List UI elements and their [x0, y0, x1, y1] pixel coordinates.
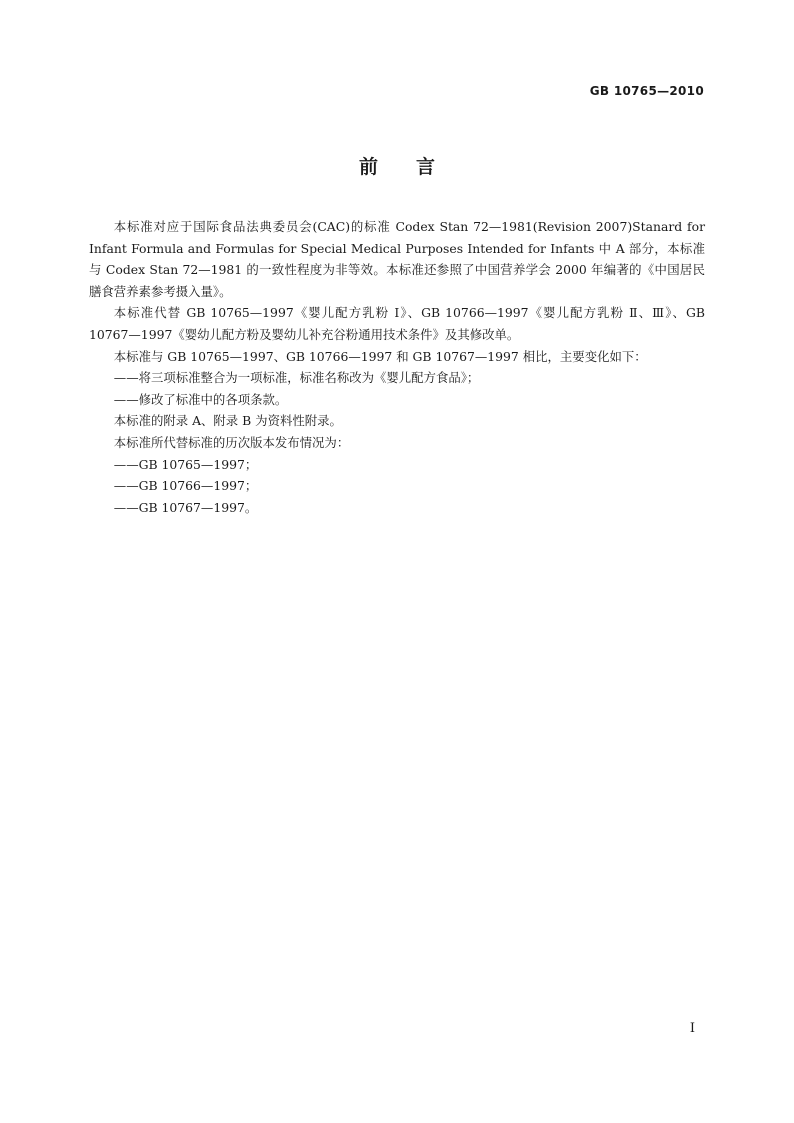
list-item-history-1: ——GB 10765—1997；	[113, 456, 258, 472]
paragraph-changes-intro: 本标准与 GB 10765—1997、GB 10766—1997 和 GB 10767—1997 相比，主要变化如下：	[113, 348, 647, 364]
list-item-history-3: ——GB 10767—1997。	[113, 499, 258, 515]
foreword-body	[89, 216, 705, 518]
paragraph-replaces: 本标准代替 GB 10765—1997《婴儿配方乳粉 Ⅰ》、GB 10766—1997《婴儿配方乳粉 Ⅱ、Ⅲ》、GB 10767—1997《婴幼儿配方粉及婴幼儿补充谷粉通用技术条件》及其修改单。	[89, 305, 705, 342]
paragraph-correspondence: 本标准对应于国际食品法典委员会(CAC)的标准 Codex Stan 72—1981(Revision 2007)Stanard for Infant Formula and Formulas for Special Medical Purposes Intended for Infants 中 A 部分，本标准与 Codex Stan 72—1981 的一致性程度为非等效。本标准还参照了中国营养学会 2000 年编著的《中国居民膳食营养素参考摄入量》。	[89, 219, 705, 299]
standard-number: GB 10765—2010	[589, 84, 704, 98]
page-title	[0, 152, 794, 179]
title-char-1: 前	[358, 156, 378, 178]
list-item-history-2: ——GB 10766—1997；	[113, 478, 258, 494]
list-item-change-2: ——修改了标准中的各项条款。	[113, 391, 288, 407]
paragraph-history-intro: 本标准所代替标准的历次版本发布情况为：	[113, 434, 350, 450]
paragraph-annexes: 本标准的附录 A、附录 B 为资料性附录。	[113, 413, 342, 429]
title-char-2: 言	[416, 156, 436, 178]
page-number: I	[689, 1021, 695, 1036]
list-item-change-1: ——将三项标准整合为一项标准，标准名称改为《婴儿配方食品》；	[113, 370, 480, 386]
